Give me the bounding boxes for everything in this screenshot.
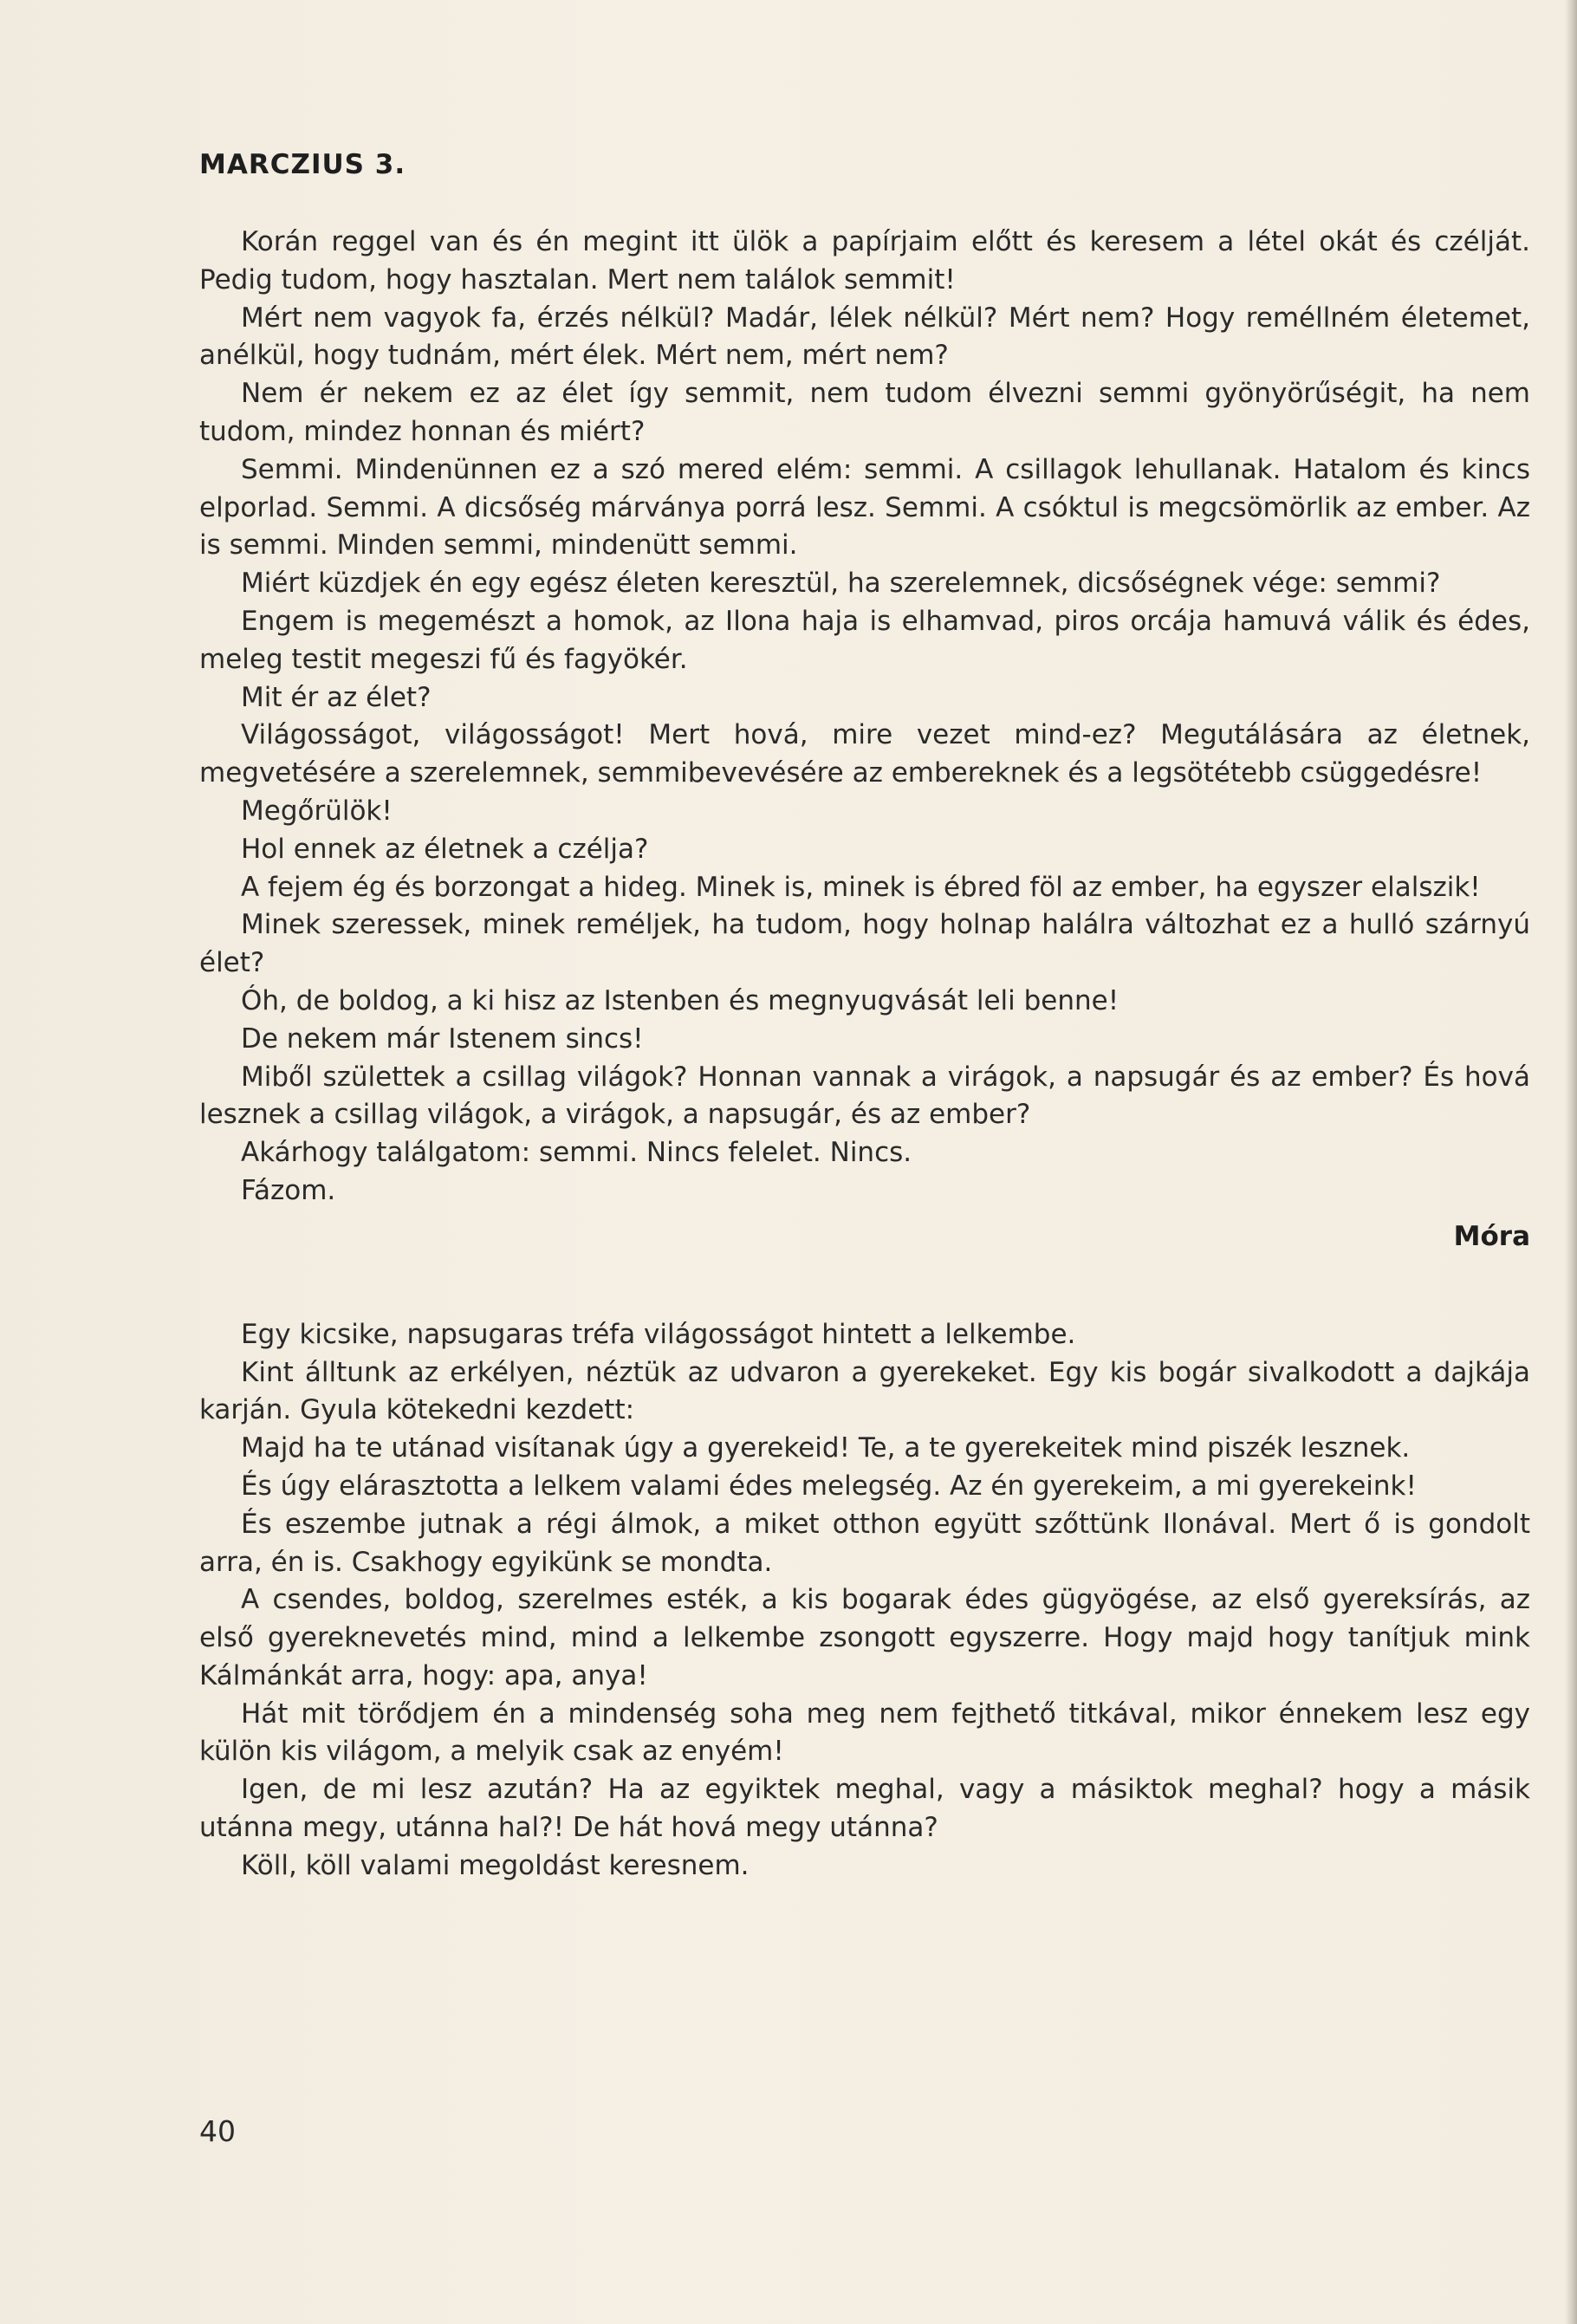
diary-entry-1: [199, 224, 1530, 1211]
paragraph: Köll, köll valami megoldást keresnem.: [241, 1849, 750, 1881]
page-edge-shadow: [1565, 0, 1577, 2324]
paragraph: De nekem már Istenem sincs!: [241, 1022, 644, 1055]
paragraph: Világosságot, világosságot! Mert hová, mire vezet mind-ez? Megutálására az életnek, megvetésére a szerelemnek, semmibevevésére az embereknek és a legsötétebb csüggedésre!: [199, 719, 1530, 789]
paragraph: Megőrülök!: [241, 795, 393, 827]
paragraph: És úgy elárasztotta a lelkem valami édes melegség. Az én gyerekeim, a mi gyerekeink!: [241, 1470, 1417, 1502]
paragraph: És eszembe jutnak a régi álmok, a miket otthon együtt szőttünk Ilonával. Mert ő is gondolt arra, én is. Csakhogy egyikünk se mondta.: [199, 1508, 1530, 1578]
paragraph: Hol ennek az életnek a czélja?: [241, 833, 649, 865]
diary-date-heading: MARCZIUS 3.: [199, 149, 406, 180]
paragraph: Minek szeressek, minek reméljek, ha tudom, hogy holnap halálra változhat ez a hulló szárnyú élet?: [199, 909, 1530, 979]
paragraph: Nem ér nekem ez az élet így semmit, nem tudom élvezni semmi gyönyörűségit, ha nem tudom, mindez honnan és miért?: [199, 378, 1530, 447]
page-number: 40: [199, 2114, 236, 2148]
paragraph: Miből születtek a csillag világok? Honnan vannak a virágok, a napsugár és az ember? És hová lesznek a csillag világok, a virágok, a napsugár, és az ember?: [199, 1061, 1530, 1131]
paragraph: A fejem ég és borzongat a hideg. Minek is, minek is ébred föl az ember, ha egyszer elalszik!: [241, 871, 1481, 903]
paragraph: Akárhogy találgatom: semmi. Nincs felelet. Nincs.: [241, 1137, 912, 1169]
paragraph: Óh, de boldog, a ki hisz az Istenben és megnyugvását leli benne!: [241, 984, 1119, 1016]
paragraph: Korán reggel van és én megint itt ülök a papírjaim előtt és keresem a létel okát és czélját. Pedig tudom, hogy hasztalan. Mert nem találok semmit!: [199, 226, 1530, 295]
paragraph: Mért nem vagyok fa, érzés nélkül? Madár, lélek nélkül? Mért nem? Hogy reméllném életemet, anélkül, hogy tudnám, mért élek. Mért nem, mért nem?: [199, 302, 1530, 372]
paragraph: Hát mit törődjem én a mindenség soha meg nem fejthető titkával, mikor énnekem lesz egy külön kis világom, a melyik csak az enyém!: [199, 1698, 1530, 1768]
page-content: [199, 149, 1530, 1886]
paragraph: Egy kicsike, napsugaras tréfa világosságot hintett a lelkembe.: [241, 1318, 1076, 1350]
paragraph: A csendes, boldog, szerelmes esték, a kis bogarak édes gügyögése, az első gyereksírás, az első gyereknevetés mind, mind a lelkembe zsongott egyszerre. Hogy majd hogy tanítjuk mink Kálmánkát arra, hogy: apa, anya!: [199, 1584, 1530, 1691]
section-gap: [199, 1256, 1530, 1316]
author-signature: Móra: [1453, 1220, 1530, 1252]
paragraph: Mit ér az élet?: [241, 681, 432, 713]
paragraph: Majd ha te utánad visítanak úgy a gyerekeid! Te, a te gyerekeitek mind piszék lesznek.: [241, 1432, 1411, 1464]
paragraph: Engem is megemészt a homok, az Ilona haja is elhamvad, piros orcája hamuvá válik és édes, meleg testit megeszi fű és fagyökér.: [199, 605, 1530, 675]
diary-entry-2: [199, 1316, 1530, 1886]
paragraph: Kint álltunk az erkélyen, néztük az udvaron a gyerekeket. Egy kis bogár sivalkodott a dajkája karján. Gyula kötekedni kezdett:: [199, 1356, 1530, 1426]
paragraph: Miért küzdjek én egy egész életen keresztül, ha szerelemnek, dicsőségnek vége: semmi?: [241, 568, 1441, 600]
paragraph: Igen, de mi lesz azután? Ha az egyiktek meghal, vagy a másiktok meghal? hogy a másik utánna megy, utánna hal?! De hát hová megy utánna?: [199, 1774, 1530, 1844]
paragraph: Fázom.: [241, 1174, 336, 1206]
paragraph: Semmi. Mindenünnen ez a szó mered elém: semmi. A csillagok lehullanak. Hatalom és kincs elporlad. Semmi. A dicsőség márványa porrá lesz. Semmi. A csóktul is megcsömörlik az ember. Az is semmi. Minden semmi, mindenütt semmi.: [199, 453, 1530, 562]
